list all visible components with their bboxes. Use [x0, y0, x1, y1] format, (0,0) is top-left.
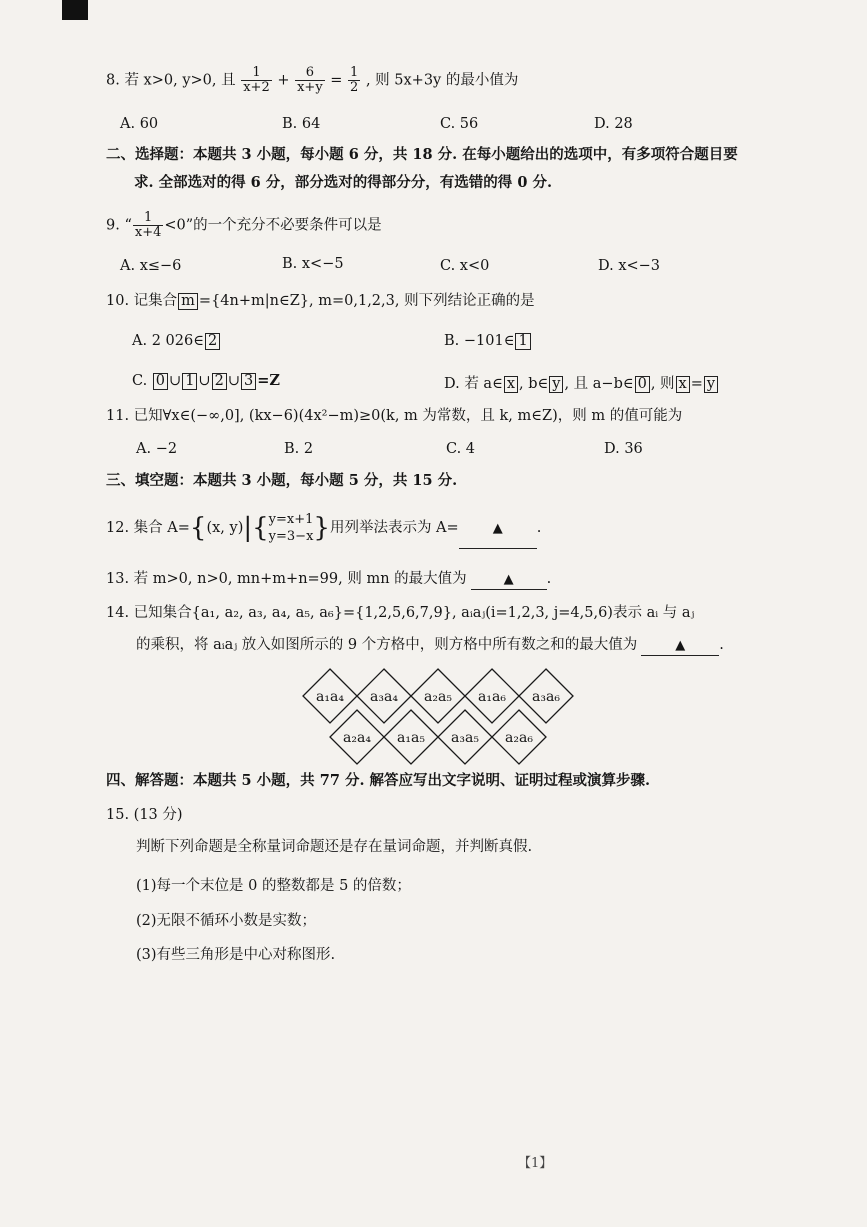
q10-option-a: A. 2 026∈ 2 [132, 333, 221, 350]
diamond-top-2-label: a₃a₄ [370, 689, 398, 705]
diamond-top-4-label: a₁a₆ [478, 689, 506, 705]
q8-fraction-1: $\frac{1}{x+2}$ [243, 65, 270, 95]
question-15-intro: 判断下列命题是全称量词命题还是存在量词命题，并判断真假. [136, 839, 533, 855]
section-3-heading: 三、填空题：本题共 3 小题，每小题 5 分，共 15 分. [106, 472, 458, 489]
diamond-grid-figure [300, 666, 575, 768]
q10-option-b: B. −101∈ 1 [444, 333, 532, 350]
question-11: 11. 已知∀x∈(−∞,0], (kx−6)(4x²−m)≥0(k, m 为常数，且 k, m∈Z)，则 m 的值可能为 [106, 408, 683, 424]
q8-option-c: C. 56 [440, 116, 479, 132]
diamond-bottom-4-label: a₂a₆ [505, 730, 533, 746]
q11-option-a: A. −2 [136, 441, 178, 457]
question-15-item-3: (3)有些三角形是中心对称图形. [136, 947, 336, 963]
section-2-heading-cont: 求. 全部选对的得 6 分，部分选对的得部分分，有选错的得 0 分. [134, 174, 553, 191]
section-4-heading: 四、解答题：本题共 5 小题，共 77 分. 解答应写出文字说明、证明过程或演算步骤. [106, 772, 651, 789]
q9-option-c: C. x<0 [440, 258, 490, 274]
q8-option-a: A. 60 [120, 116, 159, 132]
q11-option-b: B. 2 [284, 441, 314, 457]
scan-corner-mark [62, 0, 88, 20]
q13-answer-blank[interactable]: ▲ [471, 571, 547, 590]
diamond-bottom-3-label: a₃a₅ [451, 730, 479, 746]
question-8: 8. 若 x>0, y>0, 且 $\frac{1}{x+2}$ + $\frac{6}{x+y}$ = $\frac{1}{2}$ , 则 5x+3y 的最小值为 [106, 65, 519, 95]
q8-fraction-2: $\frac{6}{x+y}$ [297, 65, 323, 95]
q11-option-c: C. 4 [446, 441, 476, 457]
q12-answer-blank[interactable]: ▲ [459, 510, 537, 549]
question-12: 12. 集合 A={(x, y)|{ y=x+1 y=3−x }用列举法表示为 A= ▲ . [106, 509, 541, 549]
question-14-cont: 的乘积，将 aᵢaⱼ 放入如图所示的 9 个方格中，则方格中所有数之和的最大值为 ▲ . [136, 636, 724, 656]
q8-option-b: B. 64 [282, 116, 321, 132]
boxed-m: m [178, 293, 198, 310]
q9-fraction: $\frac{1}{x+4}$ [134, 210, 162, 240]
question-9: 9. “ $\frac{1}{x+4}$ <0”的一个充分不必要条件可以是 [106, 210, 382, 240]
diamond-top-5-label: a₃a₆ [532, 689, 560, 705]
q14-answer-blank[interactable]: ▲ [641, 637, 719, 656]
q9-option-d: D. x<−3 [598, 258, 661, 274]
section-2-heading: 二、选择题：本题共 3 小题，每小题 6 分，共 18 分. 在每小题给出的选项中，有多项符合题目要 [106, 146, 738, 163]
question-15-header: 15. (13 分) [106, 807, 183, 823]
q9-option-b: B. x<−5 [282, 256, 344, 272]
question-10: 10. 记集合 m ={4n+m|n∈Z}, m=0,1,2,3, 则下列结论正确的是 [106, 293, 535, 309]
page-number: 【1】 [518, 1156, 553, 1171]
question-14: 14. 已知集合{a₁, a₂, a₃, a₄, a₅, a₆}={1,2,5,6,7,9}, aᵢaⱼ(i=1,2,3, j=4,5,6)表示 aᵢ 与 aⱼ [106, 605, 695, 621]
q10-option-c: C. 0 ∪ 1 ∪ 2 ∪ 3 =Z [132, 372, 280, 389]
q8-prefix: 8. 若 x>0, y>0, 且 [106, 72, 236, 89]
diamond-bottom-1-label: a₂a₄ [343, 730, 371, 746]
question-15-item-2: (2)无限不循环小数是实数； [136, 913, 317, 929]
q10-option-d: D. 若 a∈ x , b∈ y , 且 a−b∈ 0 , 则 x = y [444, 372, 719, 393]
question-13: 13. 若 m>0, n>0, mn+m+n=99, 则 mn 的最大值为 ▲ . [106, 570, 551, 590]
q12-equation-system: y=x+1 y=3−x [268, 512, 314, 544]
q8-suffix: , 则 5x+3y 的最小值为 [365, 72, 519, 89]
diamond-top-3-label: a₂a₅ [424, 689, 452, 705]
q8-option-d: D. 28 [594, 116, 633, 132]
diamond-bottom-2-label: a₁a₅ [397, 730, 425, 746]
question-15-item-1: (1)每一个末位是 0 的整数都是 5 的倍数； [136, 878, 411, 894]
diamond-top-1-label: a₁a₄ [316, 689, 344, 705]
q8-fraction-3: $\frac{1}{2}$ [350, 65, 359, 95]
q11-option-d: D. 36 [604, 441, 643, 457]
q9-option-a: A. x≤−6 [120, 258, 182, 274]
